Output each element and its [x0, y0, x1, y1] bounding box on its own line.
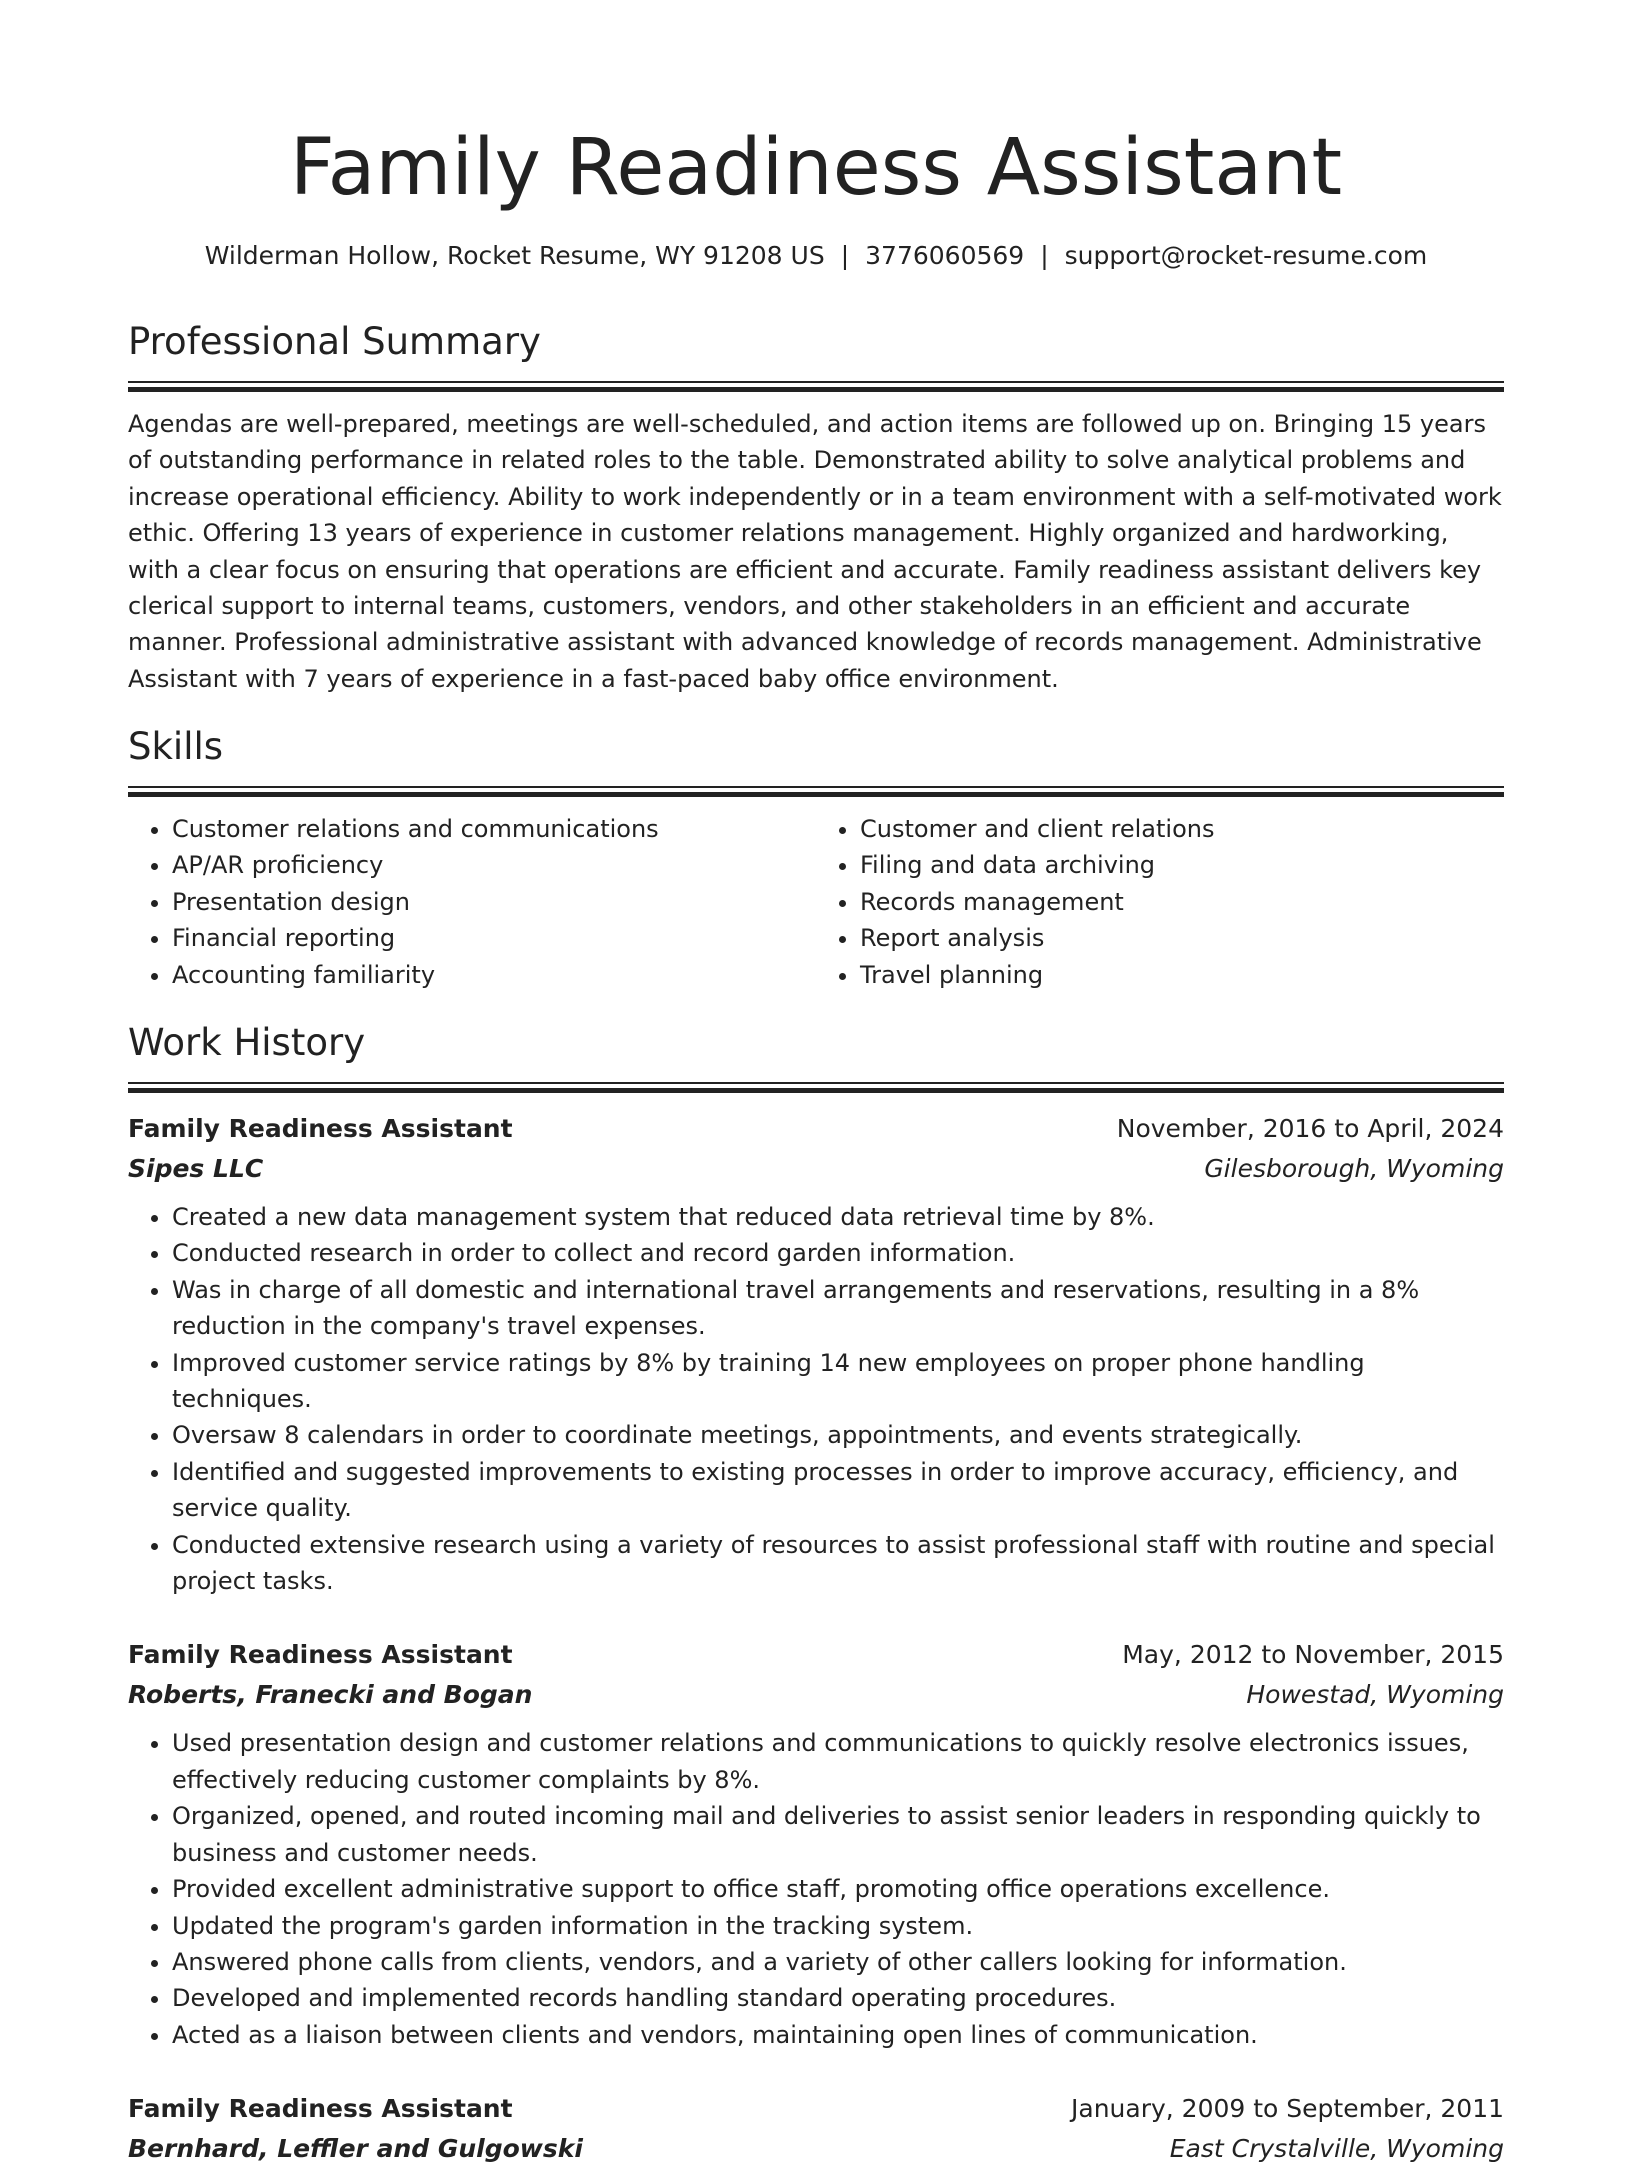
- job-bullet: • Improved customer service ratings by 8% by training 14 new employees on proper phone handling techniques.: [172, 1345, 1504, 1418]
- section-divider: [128, 786, 1504, 797]
- work-history-section: [128, 1018, 1504, 2169]
- job-dates: January, 2009 to September, 2011: [1071, 2094, 1504, 2124]
- work-history-heading: Work History: [128, 1021, 366, 1064]
- skill-item: • Accounting familiarity: [172, 957, 816, 993]
- job-entry: [128, 1109, 1504, 1599]
- skills-list-left: [128, 811, 816, 993]
- job-bullets: [128, 1199, 1504, 1599]
- job-bullet: • Provided excellent administrative support to office staff, promoting office operations excellence.: [172, 1871, 1504, 1907]
- skill-item: • Report analysis: [860, 920, 1504, 956]
- job-company: Roberts, Franecki and Bogan: [128, 1680, 533, 1710]
- contact-separator: |: [840, 241, 850, 270]
- summary-heading: Professional Summary: [128, 320, 541, 363]
- job-location: East Crystalville, Wyoming: [1169, 2134, 1504, 2164]
- job-bullet: • Identified and suggested improvements to existing processes in order to improve accuracy, efficiency, and service quality.: [172, 1454, 1504, 1527]
- job-bullet: • Conducted research in order to collect and record garden information.: [172, 1235, 1504, 1271]
- job-entry: [128, 1635, 1504, 2053]
- job-bullets: [128, 1725, 1504, 2053]
- job-dates: November, 2016 to April, 2024: [1116, 1114, 1504, 1143]
- skill-item: • Presentation design: [172, 884, 816, 920]
- job-bullet: • Oversaw 8 calendars in order to coordinate meetings, appointments, and events strategically.: [172, 1417, 1504, 1453]
- skill-item: • AP/AR proficiency: [172, 847, 816, 883]
- summary-text: Agendas are well-prepared, meetings are well-scheduled, and action items are followed up on. Bringing 15 years of outstanding performance in related roles to the table. Demonstrated ability to solve analytical problems and increase operational efficiency. Ability to work independently or in a team environment with a self-motivated work ethic. Offering 13 years of experience in customer relations management. Highly organized and hardworking, with a clear focus on ensuring that operations are efficient and accurate. Family readiness assistant delivers key clerical support to internal teams, customers, vendors, and other stakeholders in an efficient and accurate manner. Professional administrative assistant with advanced knowledge of records management. Administrative Assistant with 7 years of experience in a fast-paced baby office environment.: [128, 410, 1502, 693]
- job-title: Family Readiness Assistant: [128, 1640, 513, 1670]
- job-dates: May, 2012 to November, 2015: [1122, 1640, 1504, 1670]
- job-bullet: • Conducted extensive research using a variety of resources to assist professional staff with routine and special project tasks.: [172, 1527, 1504, 1600]
- skills-section: [128, 722, 1504, 993]
- job-company: Bernhard, Leffler and Gulgowski: [128, 2134, 583, 2164]
- job-bullet: • Answered phone calls from clients, vendors, and a variety of other callers looking for information.: [172, 1944, 1504, 1980]
- summary-section: [128, 317, 1504, 697]
- contact-address: Wilderman Hollow, Rocket Resume, WY 91208 US: [204, 241, 825, 270]
- skill-item: • Filing and data archiving: [860, 847, 1504, 883]
- skills-columns: [128, 811, 1504, 993]
- skill-item: • Travel planning: [860, 957, 1504, 993]
- skill-item: • Financial reporting: [172, 920, 816, 956]
- skill-item: • Customer and client relations: [860, 811, 1504, 847]
- job-bullet: • Developed and implemented records handling standard operating procedures.: [172, 1980, 1504, 2016]
- skills-list-right: [816, 811, 1504, 993]
- job-bullet: • Acted as a liaison between clients and vendors, maintaining open lines of communication.: [172, 2017, 1504, 2053]
- job-title: Family Readiness Assistant: [128, 1114, 513, 1143]
- job-bullet: • Organized, opened, and routed incoming mail and deliveries to assist senior leaders in responding quickly to business and customer needs.: [172, 1798, 1504, 1871]
- job-bullet: • Updated the program's garden information in the tracking system.: [172, 1908, 1504, 1944]
- skill-item: • Customer relations and communications: [172, 811, 816, 847]
- job-company: Sipes LLC: [128, 1154, 264, 1183]
- skills-heading: Skills: [128, 725, 224, 768]
- resume-name: Family Readiness Assistant: [289, 123, 1343, 213]
- job-title: Family Readiness Assistant: [128, 2094, 513, 2124]
- section-divider: [128, 381, 1504, 392]
- job-location: Howestad, Wyoming: [1246, 1680, 1504, 1710]
- job-bullet: • Used presentation design and customer relations and communications to quickly resolve electronics issues, effectively reducing customer complaints by 8%.: [172, 1725, 1504, 1798]
- skill-item: • Records management: [860, 884, 1504, 920]
- job-bullet: • Created a new data management system that reduced data retrieval time by 8%.: [172, 1199, 1504, 1235]
- contact-line: [0, 236, 1632, 276]
- contact-phone: 3776060569: [865, 241, 1025, 270]
- job-bullet: • Was in charge of all domestic and international travel arrangements and reservations, resulting in a 8% reduction in the company's travel expenses.: [172, 1272, 1504, 1345]
- contact-separator: |: [1040, 241, 1049, 270]
- section-divider: [128, 1082, 1504, 1093]
- contact-email[interactable]: support@rocket-resume.com: [1064, 241, 1428, 270]
- job-entry: [128, 2089, 1504, 2169]
- job-location: Gilesborough, Wyoming: [1204, 1154, 1504, 1183]
